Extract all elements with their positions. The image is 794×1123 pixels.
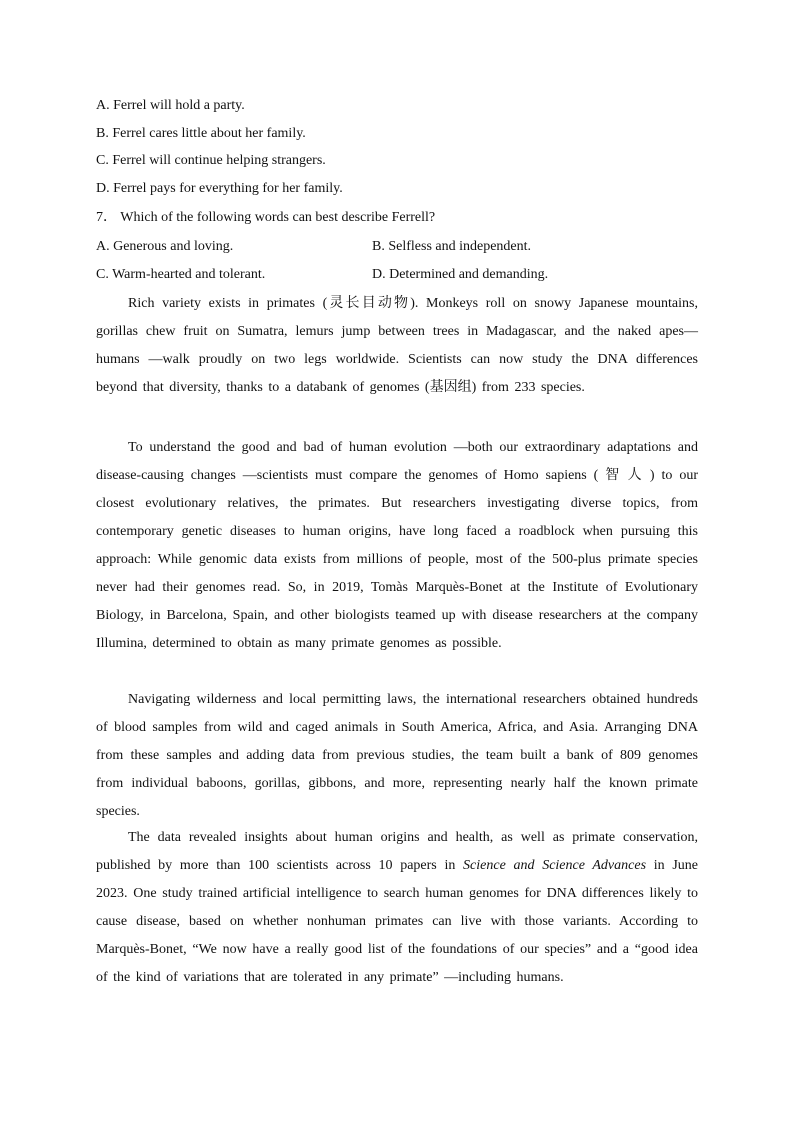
paragraph-4-text-start: The data revealed insights about human origins and health, as well as primate conservation, published by more than 100 scientists across 10 papers in (96, 830, 698, 873)
q7-option-d: D. Determined and demanding. (372, 267, 549, 282)
passage-paragraph-2: To understand the good and bad of human evolution —both our extraordinary adaptations and disease-causing changes —scientists must compare the genomes of Homo sapiens ( 智 人 ) to our closest evolutionary relatives, the primates. But researchers investigating diverse topics, from contemporary genetic diseases to human origins, have long faced a roadblock when pursuing this approach: While genomic data exists from millions of people, most of the 500-plus primate species never had their genomes read. So, in 2019, Tomàs Marquès-Bonet at the Institute of Evolutionary Biology, in Barcelona, Spain, and other biologists teamed up with disease researchers at the company Illumina, determined to obtain as many primate genomes as possible. (96, 440, 698, 651)
q6-option-c: C. Ferrel will continue helping strangers. (96, 153, 326, 168)
q6-option-b: B. Ferrel cares little about her family. (96, 126, 306, 141)
q7-option-a: A. Generous and loving. (96, 239, 234, 254)
q6-option-d: D. Ferrel pays for everything for her family. (96, 181, 343, 196)
q7-option-c: C. Warm-hearted and tolerant. (96, 267, 266, 282)
passage-paragraph-3: Navigating wilderness and local permitting laws, the international researchers obtained hundreds of blood samples from wild and caged animals in South America, Africa, and Asia. Arranging DNA from these samples and adding data from previous studies, the team built a bank of 809 genomes from individual baboons, gorillas, gibbons, and more, representing nearly half the known primate species. (96, 692, 698, 819)
q7-option-b: B. Selfless and independent. (372, 239, 532, 254)
q7-question: 7． Which of the following words can best describe Ferrell? (96, 210, 436, 225)
passage-paragraph-4 (96, 824, 698, 992)
journal-names: Science and Science Advances (463, 858, 647, 873)
q6-option-a: A. Ferrel will hold a party. (96, 98, 245, 113)
passage-paragraph-1: Rich variety exists in primates (灵长目动物). Monkeys roll on snowy Japanese mountains, gorillas chew fruit on Sumatra, lemurs jump between trees in Madagascar, and the naked apes—humans —walk proudly on two legs worldwide. Scientists can now study the DNA differences beyond that diversity, thanks to a databank of genomes (基因组) from 233 species. (96, 296, 698, 395)
paragraph-4-text-end: in June 2023. One study trained artificial intelligence to search human genomes for DNA differences likely to cause disease, based on whether nonhuman primates can live with those variants. According to Marquès-Bonet, “We now have a really good list of the foundations of our species” and a “good idea of the kind of variations that are tolerated in any primate” —including humans. (96, 858, 698, 985)
